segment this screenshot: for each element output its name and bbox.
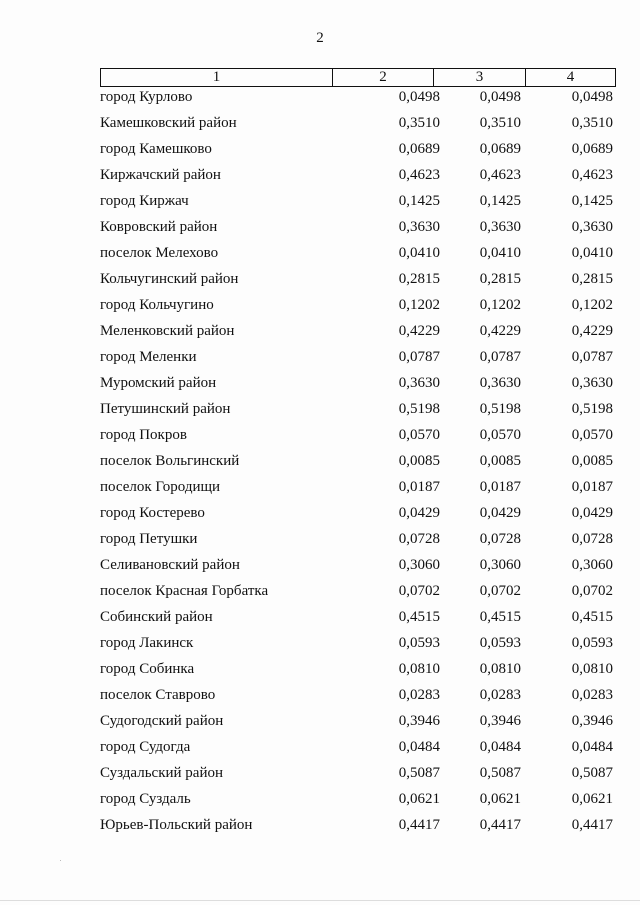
row-value-col-3: 0,0787 bbox=[479, 349, 521, 365]
row-value-col-4: 0,0570 bbox=[571, 427, 613, 443]
row-name: поселок Красная Горбатка bbox=[100, 583, 269, 599]
row-value-col-3: 0,4515 bbox=[479, 609, 521, 625]
row-value-col-2: 0,0410 bbox=[398, 245, 440, 261]
row-name: город Костерево bbox=[100, 505, 205, 521]
page-edge-line bbox=[0, 900, 640, 901]
row-value-col-4: 0,5087 bbox=[571, 765, 613, 781]
row-value-col-2: 0,5087 bbox=[398, 765, 440, 781]
row-name: Ковровский район bbox=[100, 219, 218, 235]
row-value-col-3: 0,1202 bbox=[479, 297, 521, 313]
row-value-col-3: 0,0702 bbox=[479, 583, 521, 599]
row-value-col-4: 0,0187 bbox=[571, 479, 613, 495]
row-value-col-2: 0,0702 bbox=[398, 583, 440, 599]
row-name: Собинский район bbox=[100, 609, 213, 625]
row-value-col-2: 0,0085 bbox=[398, 453, 440, 469]
row-name: поселок Ставрово bbox=[100, 687, 216, 703]
row-value-col-3: 0,0410 bbox=[479, 245, 521, 261]
row-name: город Лакинск bbox=[100, 635, 194, 651]
row-value-col-4: 0,0429 bbox=[571, 505, 613, 521]
table-row bbox=[0, 786, 640, 812]
row-value-col-2: 0,4229 bbox=[398, 323, 440, 339]
row-value-col-2: 0,3630 bbox=[398, 375, 440, 391]
row-value-col-4: 0,0498 bbox=[571, 89, 613, 105]
table-row bbox=[0, 240, 640, 266]
row-name: город Кольчугино bbox=[100, 297, 214, 313]
table-row bbox=[0, 344, 640, 370]
row-value-col-4: 0,3510 bbox=[571, 115, 613, 131]
row-name: Селивановский район bbox=[100, 557, 240, 573]
row-name: город Судогда bbox=[100, 739, 191, 755]
table-row bbox=[0, 552, 640, 578]
table-row bbox=[0, 604, 640, 630]
row-value-col-2: 0,0187 bbox=[398, 479, 440, 495]
table-row bbox=[0, 682, 640, 708]
row-value-col-3: 0,0085 bbox=[479, 453, 521, 469]
row-value-col-4: 0,3630 bbox=[571, 219, 613, 235]
row-value-col-2: 0,1425 bbox=[398, 193, 440, 209]
row-value-col-4: 0,0787 bbox=[571, 349, 613, 365]
table-row bbox=[0, 318, 640, 344]
row-name: Судогодский район bbox=[100, 713, 224, 729]
row-value-col-2: 0,2815 bbox=[398, 271, 440, 287]
row-value-col-4: 0,3946 bbox=[571, 713, 613, 729]
row-value-col-3: 0,0728 bbox=[479, 531, 521, 547]
table-row bbox=[0, 292, 640, 318]
table-row bbox=[0, 162, 640, 188]
table-row bbox=[0, 812, 640, 838]
row-name: город Собинка bbox=[100, 661, 195, 677]
table-row bbox=[0, 448, 640, 474]
table-row bbox=[0, 422, 640, 448]
row-name: поселок Городищи bbox=[100, 479, 221, 495]
table-row bbox=[0, 188, 640, 214]
row-name: Киржачский район bbox=[100, 167, 221, 183]
row-value-col-3: 0,0621 bbox=[479, 791, 521, 807]
row-value-col-3: 0,0810 bbox=[479, 661, 521, 677]
row-value-col-4: 0,0283 bbox=[571, 687, 613, 703]
table-row bbox=[0, 734, 640, 760]
row-value-col-2: 0,5198 bbox=[398, 401, 440, 417]
row-value-col-4: 0,4229 bbox=[571, 323, 613, 339]
table-row bbox=[0, 760, 640, 786]
row-name: Меленковский район bbox=[100, 323, 235, 339]
row-value-col-3: 0,3510 bbox=[479, 115, 521, 131]
row-value-col-3: 0,1425 bbox=[479, 193, 521, 209]
row-value-col-2: 0,1202 bbox=[398, 297, 440, 313]
row-value-col-2: 0,3060 bbox=[398, 557, 440, 573]
header-col-1: 1 bbox=[101, 69, 333, 86]
row-value-col-4: 0,0593 bbox=[571, 635, 613, 651]
header-col-2: 2 bbox=[333, 69, 434, 86]
row-value-col-3: 0,0498 bbox=[479, 89, 521, 105]
row-value-col-2: 0,0621 bbox=[398, 791, 440, 807]
row-value-col-3: 0,0429 bbox=[479, 505, 521, 521]
row-value-col-3: 0,0689 bbox=[479, 141, 521, 157]
row-value-col-3: 0,3630 bbox=[479, 375, 521, 391]
table-row bbox=[0, 708, 640, 734]
row-value-col-3: 0,0570 bbox=[479, 427, 521, 443]
row-value-col-2: 0,0728 bbox=[398, 531, 440, 547]
row-value-col-2: 0,3630 bbox=[398, 219, 440, 235]
row-value-col-3: 0,5087 bbox=[479, 765, 521, 781]
row-value-col-3: 0,0283 bbox=[479, 687, 521, 703]
row-value-col-3: 0,0484 bbox=[479, 739, 521, 755]
row-name: Юрьев-Польский район bbox=[100, 817, 253, 833]
row-value-col-2: 0,4417 bbox=[398, 817, 440, 833]
header-col-3: 3 bbox=[434, 69, 526, 86]
row-name: город Суздаль bbox=[100, 791, 191, 807]
row-name: поселок Вольгинский bbox=[100, 453, 240, 469]
row-value-col-4: 0,2815 bbox=[571, 271, 613, 287]
row-value-col-2: 0,0429 bbox=[398, 505, 440, 521]
row-value-col-3: 0,0187 bbox=[479, 479, 521, 495]
row-name: Муромский район bbox=[100, 375, 217, 391]
row-value-col-3: 0,4229 bbox=[479, 323, 521, 339]
row-value-col-4: 0,3060 bbox=[571, 557, 613, 573]
table-row bbox=[0, 110, 640, 136]
row-value-col-2: 0,0787 bbox=[398, 349, 440, 365]
row-value-col-2: 0,0570 bbox=[398, 427, 440, 443]
row-name: Петушинский район bbox=[100, 401, 231, 417]
table-body bbox=[0, 84, 640, 838]
row-value-col-2: 0,0593 bbox=[398, 635, 440, 651]
row-value-col-4: 0,0410 bbox=[571, 245, 613, 261]
table-row bbox=[0, 474, 640, 500]
row-value-col-3: 0,4417 bbox=[479, 817, 521, 833]
row-value-col-4: 0,3630 bbox=[571, 375, 613, 391]
row-value-col-3: 0,3060 bbox=[479, 557, 521, 573]
row-value-col-4: 0,5198 bbox=[571, 401, 613, 417]
row-name: город Курлово bbox=[100, 89, 193, 105]
table-row bbox=[0, 266, 640, 292]
table-row bbox=[0, 526, 640, 552]
table-row bbox=[0, 370, 640, 396]
page-number: 2 bbox=[316, 30, 324, 46]
row-value-col-4: 0,1425 bbox=[571, 193, 613, 209]
row-name: Суздальский район bbox=[100, 765, 223, 781]
row-value-col-3: 0,4623 bbox=[479, 167, 521, 183]
row-value-col-4: 0,0085 bbox=[571, 453, 613, 469]
row-value-col-4: 0,0810 bbox=[571, 661, 613, 677]
table-row bbox=[0, 396, 640, 422]
row-name: город Меленки bbox=[100, 349, 197, 365]
row-value-col-2: 0,0498 bbox=[398, 89, 440, 105]
row-name: город Камешково bbox=[100, 141, 212, 157]
row-value-col-3: 0,2815 bbox=[479, 271, 521, 287]
row-value-col-4: 0,4623 bbox=[571, 167, 613, 183]
row-name: Кольчугинский район bbox=[100, 271, 239, 287]
row-value-col-4: 0,0689 bbox=[571, 141, 613, 157]
row-value-col-2: 0,4515 bbox=[398, 609, 440, 625]
row-name: Камешковский район bbox=[100, 115, 237, 131]
row-value-col-2: 0,0484 bbox=[398, 739, 440, 755]
row-value-col-2: 0,3510 bbox=[398, 115, 440, 131]
table-row bbox=[0, 656, 640, 682]
row-value-col-3: 0,3630 bbox=[479, 219, 521, 235]
row-value-col-4: 0,0728 bbox=[571, 531, 613, 547]
row-name: поселок Мелехово bbox=[100, 245, 219, 261]
row-name: город Петушки bbox=[100, 531, 198, 547]
table-row bbox=[0, 136, 640, 162]
row-name: город Покров bbox=[100, 427, 187, 443]
row-value-col-4: 0,4515 bbox=[571, 609, 613, 625]
row-name: город Киржач bbox=[100, 193, 189, 209]
row-value-col-2: 0,0810 bbox=[398, 661, 440, 677]
header-col-4: 4 bbox=[566, 69, 575, 85]
table-row bbox=[0, 630, 640, 656]
table-row bbox=[0, 214, 640, 240]
row-value-col-2: 0,0283 bbox=[398, 687, 440, 703]
row-value-col-4: 0,0621 bbox=[571, 791, 613, 807]
row-value-col-2: 0,4623 bbox=[398, 167, 440, 183]
row-value-col-3: 0,5198 bbox=[479, 401, 521, 417]
row-value-col-4: 0,0484 bbox=[571, 739, 613, 755]
row-value-col-4: 0,1202 bbox=[571, 297, 613, 313]
row-value-col-4: 0,0702 bbox=[571, 583, 613, 599]
row-value-col-3: 0,0593 bbox=[479, 635, 521, 651]
row-value-col-2: 0,3946 bbox=[398, 713, 440, 729]
row-value-col-4: 0,4417 bbox=[571, 817, 613, 833]
row-value-col-3: 0,3946 bbox=[479, 713, 521, 729]
row-value-col-2: 0,0689 bbox=[398, 141, 440, 157]
table-row bbox=[0, 500, 640, 526]
table-row bbox=[0, 578, 640, 604]
scan-speck bbox=[60, 860, 61, 861]
table-row bbox=[0, 84, 640, 110]
